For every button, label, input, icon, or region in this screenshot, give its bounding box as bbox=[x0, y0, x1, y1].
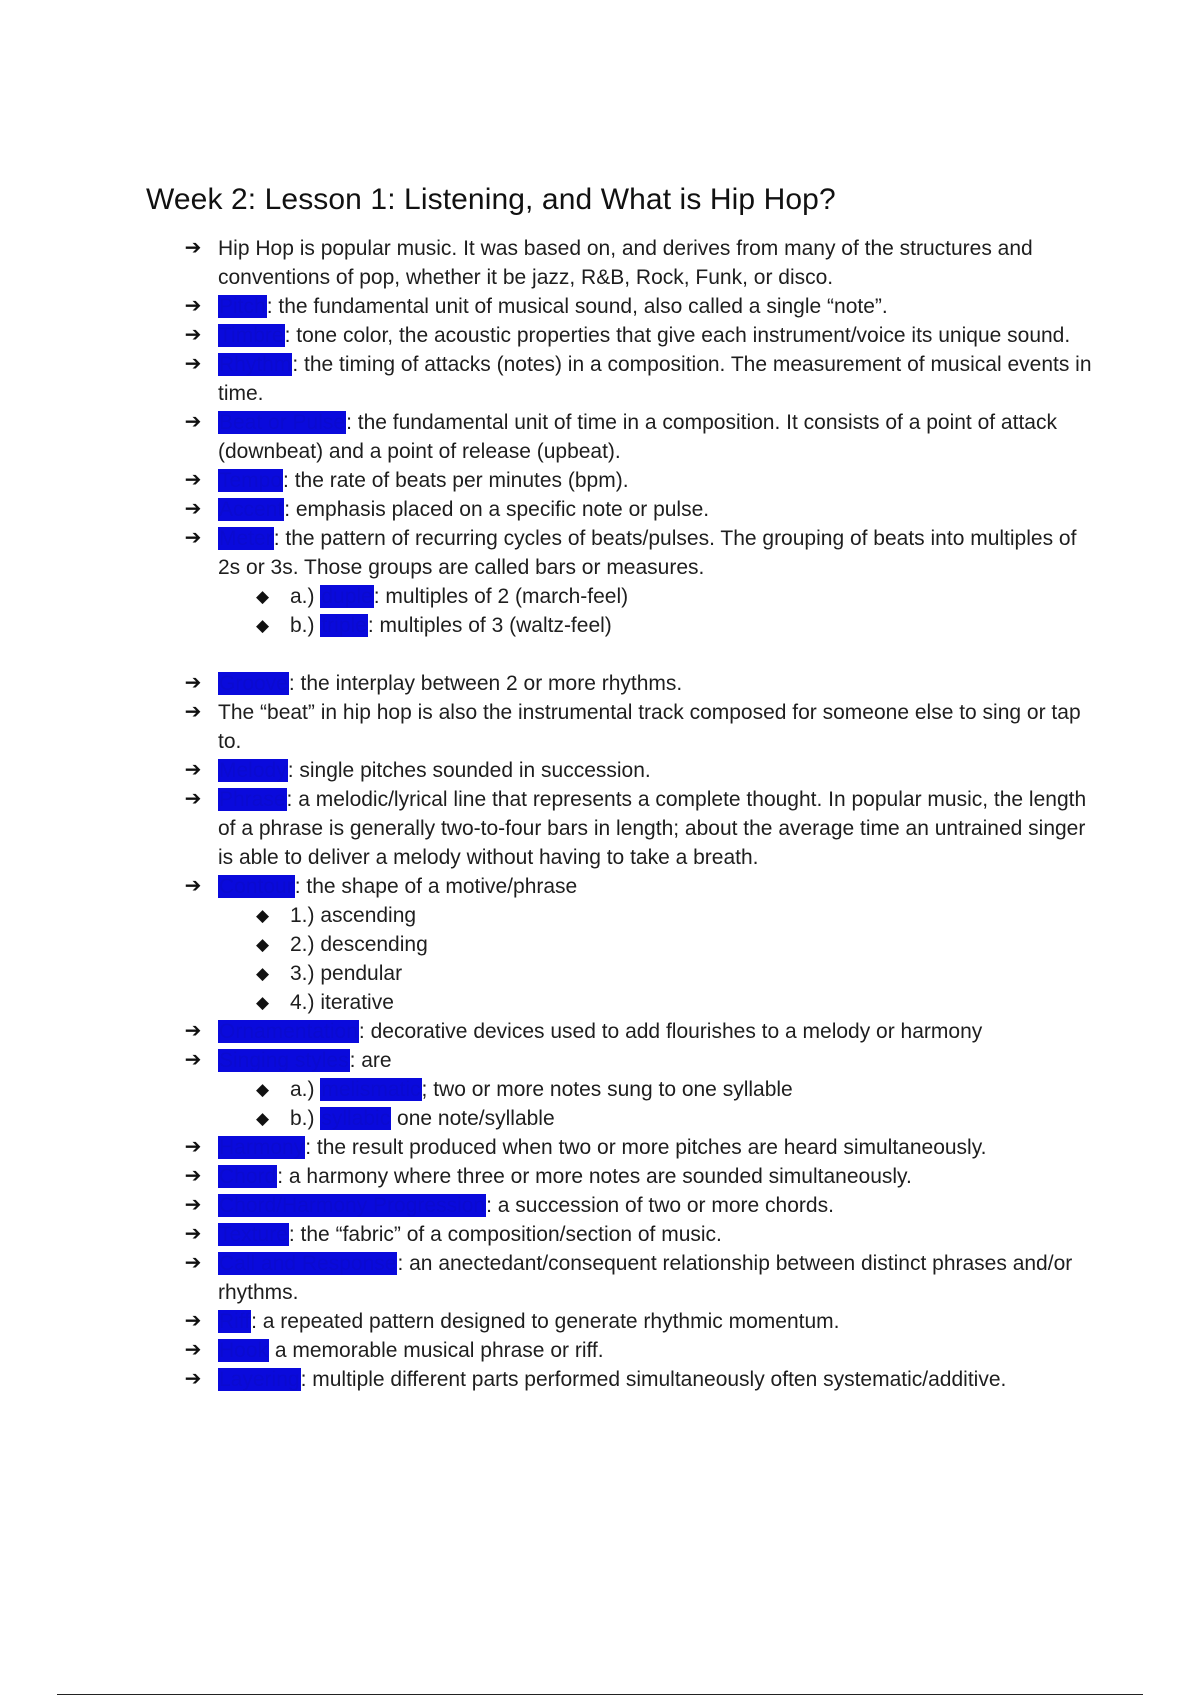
highlighted-term: Chord/Harmony Progression bbox=[219, 1194, 486, 1217]
highlighted-term: Hook bbox=[219, 1339, 269, 1362]
sub-list bbox=[218, 582, 1096, 640]
item-text: : decorative devices used to add flourishes to a melody or harmony bbox=[358, 1020, 983, 1043]
list-item bbox=[146, 1191, 1096, 1220]
item-text: : the interplay between 2 or more rhythms. bbox=[288, 672, 683, 695]
lesson-content bbox=[146, 234, 1096, 1394]
sub-list-item bbox=[146, 1075, 1096, 1104]
sub-item-text: : multiples of 3 (waltz-feel) bbox=[367, 614, 612, 637]
item-text: : emphasis placed on a specific note or pulse. bbox=[284, 498, 710, 521]
list-item bbox=[146, 1249, 1096, 1307]
item-text: : single pitches sounded in succession. bbox=[287, 759, 651, 782]
highlighted-term: Melody bbox=[219, 759, 287, 782]
highlighted-term: Beat or Pulse bbox=[219, 411, 346, 434]
highlighted-term: Rhythm bbox=[219, 353, 292, 376]
list-item bbox=[146, 785, 1096, 872]
arrow-bullet-icon: ➔ bbox=[184, 1252, 202, 1274]
sub-item-prefix: 3.) pendular bbox=[290, 962, 403, 985]
list-item bbox=[146, 1017, 1096, 1046]
item-text: : a repeated pattern designed to generate rhythmic momentum. bbox=[251, 1310, 840, 1333]
item-text: : the rate of beats per minutes (bpm). bbox=[283, 469, 629, 492]
arrow-bullet-icon: ➔ bbox=[184, 1136, 202, 1158]
arrow-bullet-icon: ➔ bbox=[184, 353, 202, 375]
sub-item-prefix: 2.) descending bbox=[290, 933, 428, 956]
sub-item-text: : multiples of 2 (march-feel) bbox=[373, 585, 629, 608]
list-item bbox=[146, 1307, 1096, 1336]
item-text: : tone color, the acoustic properties that give each instrument/voice its unique sound. bbox=[284, 324, 1071, 347]
list-item bbox=[146, 466, 1096, 495]
highlighted-term: Singing styles bbox=[219, 1049, 349, 1072]
item-text: a memorable musical phrase or riff. bbox=[269, 1339, 604, 1362]
list-item bbox=[146, 698, 1096, 756]
sub-list bbox=[218, 1075, 1096, 1133]
arrow-bullet-icon: ➔ bbox=[184, 1368, 202, 1390]
list-item bbox=[146, 1220, 1096, 1249]
list-item bbox=[146, 1336, 1096, 1365]
diamond-bullet-icon: ◆ bbox=[256, 935, 270, 954]
sub-item-prefix: a.) bbox=[290, 1078, 321, 1101]
highlighted-term: melismatic bbox=[321, 1078, 421, 1101]
sub-list-item bbox=[146, 930, 1096, 959]
item-text: : an anectedant/consequent relationship between distinct phrases and/or rhythms. bbox=[218, 1252, 1073, 1304]
arrow-bullet-icon: ➔ bbox=[184, 1310, 202, 1332]
diamond-bullet-icon: ◆ bbox=[256, 964, 270, 983]
sub-item-prefix: 1.) ascending bbox=[290, 904, 417, 927]
sub-list-item bbox=[146, 959, 1096, 988]
arrow-bullet-icon: ➔ bbox=[184, 759, 202, 781]
highlighted-term: triple bbox=[321, 614, 367, 637]
arrow-bullet-icon: ➔ bbox=[184, 1049, 202, 1071]
highlighted-term: Meter bbox=[219, 527, 273, 550]
item-text: : the shape of a motive/phrase bbox=[294, 875, 578, 898]
diamond-bullet-icon: ◆ bbox=[256, 587, 270, 606]
highlighted-term: Ornamentation bbox=[219, 1020, 358, 1043]
highlighted-term: Phrase bbox=[219, 788, 286, 811]
sub-item-text: one note/syllable bbox=[391, 1107, 555, 1130]
item-text: : the timing of attacks (notes) in a composition. The measurement of musical events in time. bbox=[218, 353, 1092, 405]
highlighted-term: Contour bbox=[219, 875, 294, 898]
sub-item-prefix: 4.) iterative bbox=[290, 991, 394, 1014]
highlighted-term: Groove bbox=[219, 672, 288, 695]
list-item bbox=[146, 321, 1096, 350]
term-list bbox=[146, 234, 1096, 1394]
item-text: : the pattern of recurring cycles of beats/pulses. The grouping of beats into multiples of 2s or 3s. Those groups are called bars or measures. bbox=[218, 527, 1077, 579]
arrow-bullet-icon: ➔ bbox=[184, 237, 202, 259]
item-text: Hip Hop is popular music. It was based on, and derives from many of the structures and conventions of pop, whether it be jazz, R&B, Rock, Funk, or disco. bbox=[218, 237, 1033, 289]
list-item bbox=[146, 669, 1096, 698]
arrow-bullet-icon: ➔ bbox=[184, 1020, 202, 1042]
sub-list-item bbox=[146, 901, 1096, 930]
diamond-bullet-icon: ◆ bbox=[256, 906, 270, 925]
arrow-bullet-icon: ➔ bbox=[184, 788, 202, 810]
item-text: : the result produced when two or more pitches are heard simultaneously. bbox=[305, 1136, 987, 1159]
highlighted-term: Tempo bbox=[219, 469, 283, 492]
highlighted-term: syllabic bbox=[321, 1107, 391, 1130]
arrow-bullet-icon: ➔ bbox=[184, 875, 202, 897]
page-divider bbox=[57, 1694, 1143, 1695]
highlighted-term: Timbre bbox=[219, 324, 284, 347]
item-text: : the “fabric” of a composition/section of music. bbox=[288, 1223, 722, 1246]
arrow-bullet-icon: ➔ bbox=[184, 527, 202, 549]
highlighted-term: Riff bbox=[219, 1310, 251, 1333]
diamond-bullet-icon: ◆ bbox=[256, 993, 270, 1012]
item-text: The “beat” in hip hop is also the instrumental track composed for someone else to sing or tap to. bbox=[218, 701, 1081, 753]
sub-item-prefix: a.) bbox=[290, 585, 321, 608]
list-item bbox=[146, 1365, 1096, 1394]
diamond-bullet-icon: ◆ bbox=[256, 1080, 270, 1099]
arrow-bullet-icon: ➔ bbox=[184, 1194, 202, 1216]
item-text: : the fundamental unit of musical sound, also called a single “note”. bbox=[266, 295, 888, 318]
sub-list-item bbox=[146, 1104, 1096, 1133]
highlighted-term: Layering bbox=[219, 1368, 300, 1391]
list-item bbox=[146, 495, 1096, 524]
arrow-bullet-icon: ➔ bbox=[184, 498, 202, 520]
diamond-bullet-icon: ◆ bbox=[256, 616, 270, 635]
item-text: : multiple different parts performed simultaneously often systematic/additive. bbox=[300, 1368, 1007, 1391]
arrow-bullet-icon: ➔ bbox=[184, 469, 202, 491]
item-text: : are bbox=[349, 1049, 392, 1072]
arrow-bullet-icon: ➔ bbox=[184, 411, 202, 433]
list-item bbox=[146, 524, 1096, 640]
sub-item-text: ; two or more notes sung to one syllable bbox=[421, 1078, 793, 1101]
highlighted-term: duple bbox=[321, 585, 373, 608]
arrow-bullet-icon: ➔ bbox=[184, 672, 202, 694]
page-title: Week 2: Lesson 1: Listening, and What is Hip Hop? bbox=[146, 183, 836, 216]
list-item bbox=[146, 1133, 1096, 1162]
list-item bbox=[146, 1046, 1096, 1133]
arrow-bullet-icon: ➔ bbox=[184, 1165, 202, 1187]
list-item bbox=[146, 292, 1096, 321]
arrow-bullet-icon: ➔ bbox=[184, 1223, 202, 1245]
arrow-bullet-icon: ➔ bbox=[184, 295, 202, 317]
arrow-bullet-icon: ➔ bbox=[184, 701, 202, 723]
sub-list bbox=[218, 901, 1096, 1017]
list-item bbox=[146, 1162, 1096, 1191]
list-item bbox=[146, 350, 1096, 408]
blank-line bbox=[146, 640, 1096, 669]
item-text: : a melodic/lyrical line that represents a complete thought. In popular music, the length of a phrase is generally two-to-four bars in length; about the average time an untrained singer is able to deliver a melody without having to take a breath. bbox=[218, 788, 1087, 869]
item-text: : the fundamental unit of time in a composition. It consists of a point of attack (downbeat) and a point of release (upbeat). bbox=[218, 411, 1057, 463]
highlighted-term: Pitch bbox=[219, 295, 266, 318]
arrow-bullet-icon: ➔ bbox=[184, 324, 202, 346]
diamond-bullet-icon: ◆ bbox=[256, 1109, 270, 1128]
list-item bbox=[146, 756, 1096, 785]
list-item bbox=[146, 234, 1096, 292]
sub-list-item bbox=[146, 611, 1096, 640]
item-text: : a succession of two or more chords. bbox=[486, 1194, 834, 1217]
arrow-bullet-icon: ➔ bbox=[184, 1339, 202, 1361]
list-item bbox=[146, 872, 1096, 1017]
sub-item-prefix: b.) bbox=[290, 1107, 321, 1130]
sub-list-item bbox=[146, 988, 1096, 1017]
highlighted-term: Accent bbox=[219, 498, 284, 521]
highlighted-term: Texture bbox=[219, 1223, 288, 1246]
sub-item-prefix: b.) bbox=[290, 614, 321, 637]
list-item bbox=[146, 408, 1096, 466]
sub-list-item bbox=[146, 582, 1096, 611]
highlighted-term: Chord bbox=[219, 1165, 277, 1188]
item-text: : a harmony where three or more notes are sounded simultaneously. bbox=[277, 1165, 912, 1188]
highlighted-term: Call and Response bbox=[219, 1252, 397, 1275]
highlighted-term: Harmony bbox=[219, 1136, 305, 1159]
